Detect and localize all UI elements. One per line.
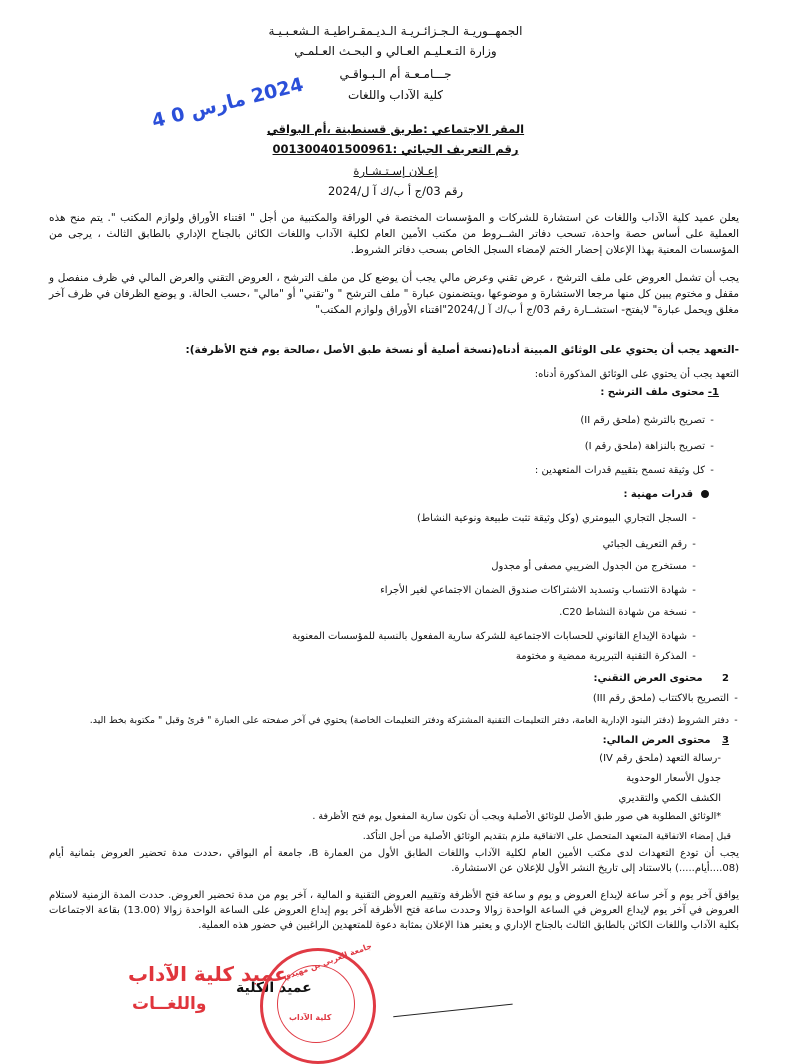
list-item: -رسالة التعهد (ملحق رقم IV) (599, 753, 721, 764)
dash-icon: - (710, 441, 714, 452)
dash-icon: - (734, 715, 738, 726)
list-item-text: مستخرج من الجدول الضريبي مصفى أو مجدول (491, 561, 687, 572)
list-item-text: تصريح بالنزاهة (ملحق رقم I) (584, 441, 705, 452)
offers-paragraph: يجب أن تشمل العروض على ملف الترشح ، عرض تقني وعرض مالي يجب أن يوضع كل من ملف الترشح ، العروض التقني والعرض المالي في ظرف منفصل و مقفل و مختوم يبين كل منها مرجعا الاستشارة و موضوعها ،ويتضمنون عبارة " ملف الترشح " و"تقني" أو "مالي" ،حسب الحالة. و يوضع الظرفان في ظرف آخر مغلق ويحمل عبارة" لايفتح- استشــارة رقم 03/ج أ ب/ك آ ل/2024"اقتناء الأوراق ولوازم المكتب" (49, 272, 739, 316)
list-item: جدول الأسعار الوحدوية (626, 773, 721, 784)
dean-stamp-line1: عميد كلية الآداب (128, 962, 288, 986)
list-item (585, 440, 719, 453)
dash-icon: - (734, 693, 738, 704)
deposit-paragraph: يجب أن تودع التعهدات لدى مكتب الأمين العام لكلية الآداب واللغات الطابق الأول من العمارة B، جامعة أم البواقي ،حددت مدة تحضير العروض بثمانية أيام (08....أيام.....) بالاستناد إلى تاريخ النشر الأول للإعلان عن الاستشارة. (49, 848, 739, 874)
intro-paragraph: يعلن عميد كلية الآداب واللغات عن استشارة للشركات و المؤسسات المختصة في الوراقة والمكتبية من أجل " اقتناء الأوراق ولوازم المكتب ". يتم منح هذه العملية على أساس حصة واحدة، تسحب دفاتر الشــروط من مكتب الأمين العام لكلية الآداب واللغات الكائن بالجناح الإداري بالطابق الثالث ، يرجى من المؤسسات المعنية بهذا الإعلان إحضار الختم لإمضاء السجل الخاص بسحب دفاتر الشروط. (49, 212, 739, 256)
list-item (292, 630, 701, 643)
list-item-text: المذكرة التقنية التبريرية ممضية و مختومة (515, 651, 687, 662)
list-item-text: نسخة من شهادة النشاط C20. (559, 607, 687, 618)
final-paragraph: يوافق آخر يوم و آخر ساعة لإيداع العروض و يوم و ساعة فتح الأظرفة وتقييم العروض التقنية و المالية ، آخر يوم من مدة تحضير العروض. حددت المدة الزمنية لاستلام العروض في آخر يوم لإيداع العروض في الساعة الواحدة زوالا وحددت ساعة فتح الأظرفة آخر يوم إيداع العروض على الساعة الواحدة زوالا (13.00) بقاعة الاجتماعات بكلية الآداب واللغات الكائن بالطابق الثالث بالجناح الإداري و يعتبر هذا الإعلان بمثابة دعوة للمتعهدين الراغبين في حضور هذه العملية. (49, 890, 739, 931)
reference-number: رقم 03/ج أ ب/ك آ ل/2024 (327, 184, 464, 198)
list-item (559, 606, 701, 619)
header-faculty: كلية الآداب واللغات (347, 88, 444, 102)
dash-icon: - (692, 631, 696, 642)
list-item-text: شهادة الإيداع القانوني للحسابات الاجتماعية للشركة سارية المفعول بالنسبة للمؤسسات المعنوية (292, 631, 687, 642)
dash-icon: - (692, 651, 696, 662)
seal-text-bottom: كلية الآداب (289, 1013, 332, 1022)
list-item-text: السجل التجاري البيومتري (وكل وثيقة تثبت طبيعة ونوعية النشاط) (417, 513, 687, 524)
announcement-title: إعـلان إسـتـشـارة (353, 164, 438, 178)
dash-icon: - (692, 539, 696, 550)
address: المقر الاجتماعي :طريق قسنطينة ،أم البواقي (266, 122, 525, 136)
list-item-text: تصريح بالترشح (ملحق رقم II) (580, 415, 705, 426)
section2-title: محتوى العرض التقني: (593, 673, 703, 684)
dash-icon: - (710, 465, 714, 476)
list-item (516, 650, 701, 663)
official-seal-icon (260, 941, 376, 1064)
list-item (491, 560, 701, 573)
list-item-text: دفتر الشروط (دفتر البنود الإدارية العامة، دفتر التعليمات التقنية المشتركة ودفتر التعليمات الخاصة) يحتوي في آخر صفحته على العبارة " قرئ وقبل " مكتوبة بخط اليد. (89, 715, 729, 726)
list-item: *الوثائق المطلوبة هي صور طبق الأصل للوثائق الأصلية ويجب أن تكون سارية المفعول يوم فتح الأظرفة . (312, 811, 721, 822)
list-item-text: رقم التعريف الجبائي (602, 539, 687, 550)
section3-number: 3 (722, 735, 729, 746)
header-university: جـــامـعـة أم الـبـواقـي (339, 67, 452, 81)
date-stamp: 2024 مارس 0 4 (149, 73, 306, 133)
list-item (603, 538, 701, 551)
list-item (535, 464, 719, 477)
signature-title: عميد الكلية (236, 980, 312, 996)
header-republic: الجمهــوريـة الـجـزائـريـة الـديـمقـراطيـة الـشعـبـيـة (268, 24, 523, 38)
commitment-intro: التعهد يجب أن يحتوي على الوثائق المذكورة أدناه: (534, 369, 739, 380)
handwritten-signature-icon (391, 986, 512, 1017)
capacities-title: قدرات مهنية : (623, 489, 693, 500)
tax-id: رقم التعريف الجبائي :001300401500961 (272, 142, 519, 156)
list-item-text: شهادة الانتساب وتسديد الاشتراكات صندوق الضمان الاجتماعي لغير الأجراء (380, 585, 687, 596)
list-item-text: التصريح بالاكتتاب (ملحق رقم III) (592, 693, 729, 704)
section2-header (594, 672, 730, 685)
section1-title: محتوى ملف الترشح : (600, 387, 705, 398)
list-item-text: كل وثيقة تسمح بتقييم قدرات المتعهدين : (534, 465, 705, 476)
header-ministry: وزارة التـعـليـم العـالي و البحـث العـلمـي (294, 44, 497, 58)
section3-title: محتوى العرض المالي: (602, 735, 711, 746)
list-item: الكشف الكمي والتقديري (618, 793, 721, 804)
dash-icon: - (692, 607, 696, 618)
dash-icon: - (692, 585, 696, 596)
dash-icon: - (692, 561, 696, 572)
list-item (380, 584, 701, 597)
list-item (593, 692, 743, 705)
dash-icon: - (692, 513, 696, 524)
section2-number: 2 (722, 673, 729, 684)
list-item: قبل إمضاء الاتفاقية المتعهد المتحصل على الاتفاقية ملزم بتقديم الوثائق الأصلية من أجل التأكد. (362, 831, 731, 842)
list-item (90, 714, 743, 727)
capacities-header (623, 488, 709, 501)
dean-stamp-line2: واللغــات (132, 994, 207, 1014)
list-item (417, 512, 701, 525)
commitment-heading: -التعهد يجب أن يحتوي على الوثائق المبينة أدناه(نسخة أصلية أو نسخة طبق الأصل ،صالحة يوم فتح الأظرفة): (185, 344, 739, 356)
bullet-icon (701, 490, 709, 498)
list-item (580, 414, 719, 427)
seal-text: جامعة العربي بن مهيدي (282, 941, 374, 982)
section3-header (603, 734, 729, 747)
section1-number: 1- (707, 387, 719, 398)
section1-header (600, 386, 719, 399)
dash-icon: - (710, 415, 714, 426)
